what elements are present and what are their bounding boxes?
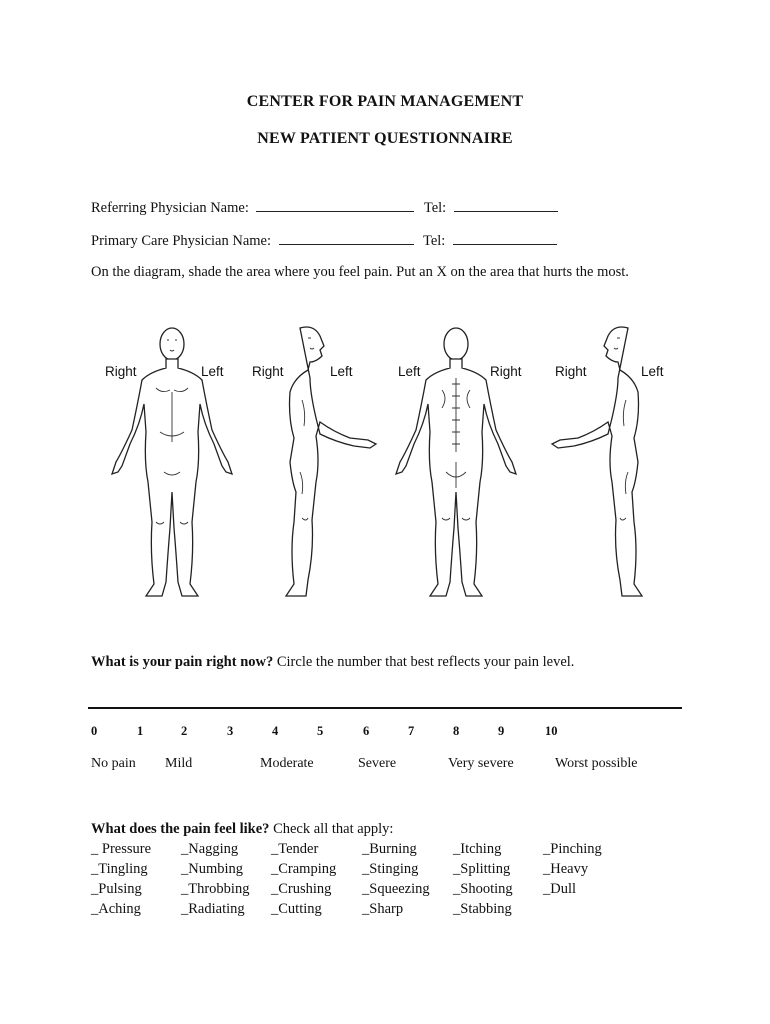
option-sharp[interactable]: _Sharp	[362, 901, 404, 917]
option-dull[interactable]: _Dull	[543, 881, 577, 897]
referring-tel-field[interactable]	[454, 198, 558, 212]
option-splitting[interactable]: _Splitting	[453, 861, 511, 877]
pain-level-question-text: Circle the number that best reflects your pain level.	[273, 654, 575, 670]
primary-physician-row	[91, 231, 563, 250]
body-figure-left-side[interactable]	[540, 322, 680, 612]
option-cutting[interactable]: _Cutting	[271, 901, 322, 917]
pain-level-0[interactable]: 0	[91, 724, 98, 738]
option-cramping[interactable]: _Cramping	[271, 861, 337, 877]
pain-feel-question-bold: What does the pain feel like?	[91, 821, 270, 837]
option-nagging[interactable]: _Nagging	[181, 841, 239, 857]
referring-physician-label: Referring Physician Name:	[91, 200, 249, 216]
pain-level-2[interactable]: 2	[181, 724, 188, 738]
option-pinching[interactable]: _Pinching	[543, 841, 602, 857]
option-throbbing[interactable]: _Throbbing	[181, 881, 250, 897]
pain-feel-question	[91, 821, 393, 838]
pain-level-10[interactable]: 10	[545, 724, 558, 738]
pain-level-3[interactable]: 3	[227, 724, 234, 738]
pain-level-6[interactable]: 6	[363, 724, 370, 738]
primary-tel-label: Tel:	[423, 233, 446, 249]
figure-label-right: Right	[490, 364, 522, 379]
descriptor-severe: Severe	[358, 756, 397, 771]
primary-tel-field[interactable]	[453, 231, 557, 245]
pain-level-8[interactable]: 8	[453, 724, 460, 738]
pain-level-9[interactable]: 9	[498, 724, 505, 738]
pain-level-question	[91, 654, 574, 671]
referring-physician-name-field[interactable]	[256, 198, 414, 212]
figure-label-right: Right	[252, 364, 284, 379]
descriptor-very-severe: Very severe	[448, 756, 514, 771]
option-numbing[interactable]: _Numbing	[181, 861, 244, 877]
diagram-instructions: On the diagram, shade the area where you feel pain. Put an X on the area that hurts the most.	[91, 264, 629, 280]
primary-physician-label: Primary Care Physician Name:	[91, 233, 271, 249]
option-pulsing[interactable]: _Pulsing	[91, 881, 142, 897]
option-stabbing[interactable]: _Stabbing	[453, 901, 512, 917]
body-figure-front[interactable]	[100, 322, 250, 612]
body-figure-right-side[interactable]	[250, 322, 390, 612]
figure-label-left: Left	[201, 364, 224, 379]
figure-label-left: Left	[330, 364, 353, 379]
option-tingling[interactable]: _Tingling	[91, 861, 148, 877]
option-itching[interactable]: _Itching	[453, 841, 502, 857]
option-radiating[interactable]: _Radiating	[181, 901, 245, 917]
option-squeezing[interactable]: _Squeezing	[362, 881, 430, 897]
body-figure-back[interactable]	[390, 322, 540, 612]
referring-tel-label: Tel:	[423, 200, 447, 216]
pain-level-1[interactable]: 1	[137, 724, 144, 738]
option-aching[interactable]: _Aching	[91, 901, 141, 917]
pain-feel-question-text: Check all that apply:	[269, 821, 394, 837]
pain-level-4[interactable]: 4	[272, 724, 279, 738]
form-title: CENTER FOR PAIN MANAGEMENT	[246, 93, 524, 110]
option-burning[interactable]: _Burning	[362, 841, 417, 857]
figure-label-right: Right	[555, 364, 587, 379]
descriptor-moderate: Moderate	[260, 756, 314, 771]
option-crushing[interactable]: _Crushing	[271, 881, 332, 897]
option-stinging[interactable]: _Stinging	[362, 861, 419, 877]
form-subtitle: NEW PATIENT QUESTIONNAIRE	[257, 130, 513, 147]
figure-label-left: Left	[641, 364, 664, 379]
referring-physician-row	[91, 198, 564, 217]
pain-level-question-bold: What is your pain right now?	[91, 654, 274, 670]
descriptor-no-pain: No pain	[91, 756, 136, 771]
figure-label-left: Left	[398, 364, 421, 379]
pain-level-7[interactable]: 7	[408, 724, 415, 738]
option-pressure[interactable]: _ Pressure	[91, 841, 152, 857]
descriptor-mild: Mild	[165, 756, 193, 771]
option-tender[interactable]: _Tender	[271, 841, 319, 857]
pain-scale-line	[88, 707, 682, 709]
option-shooting[interactable]: _Shooting	[453, 881, 513, 897]
figure-label-right: Right	[105, 364, 137, 379]
option-heavy[interactable]: _Heavy	[543, 861, 589, 877]
pain-level-5[interactable]: 5	[317, 724, 324, 738]
descriptor-worst-possible: Worst possible	[555, 756, 638, 771]
primary-physician-name-field[interactable]	[279, 231, 414, 245]
